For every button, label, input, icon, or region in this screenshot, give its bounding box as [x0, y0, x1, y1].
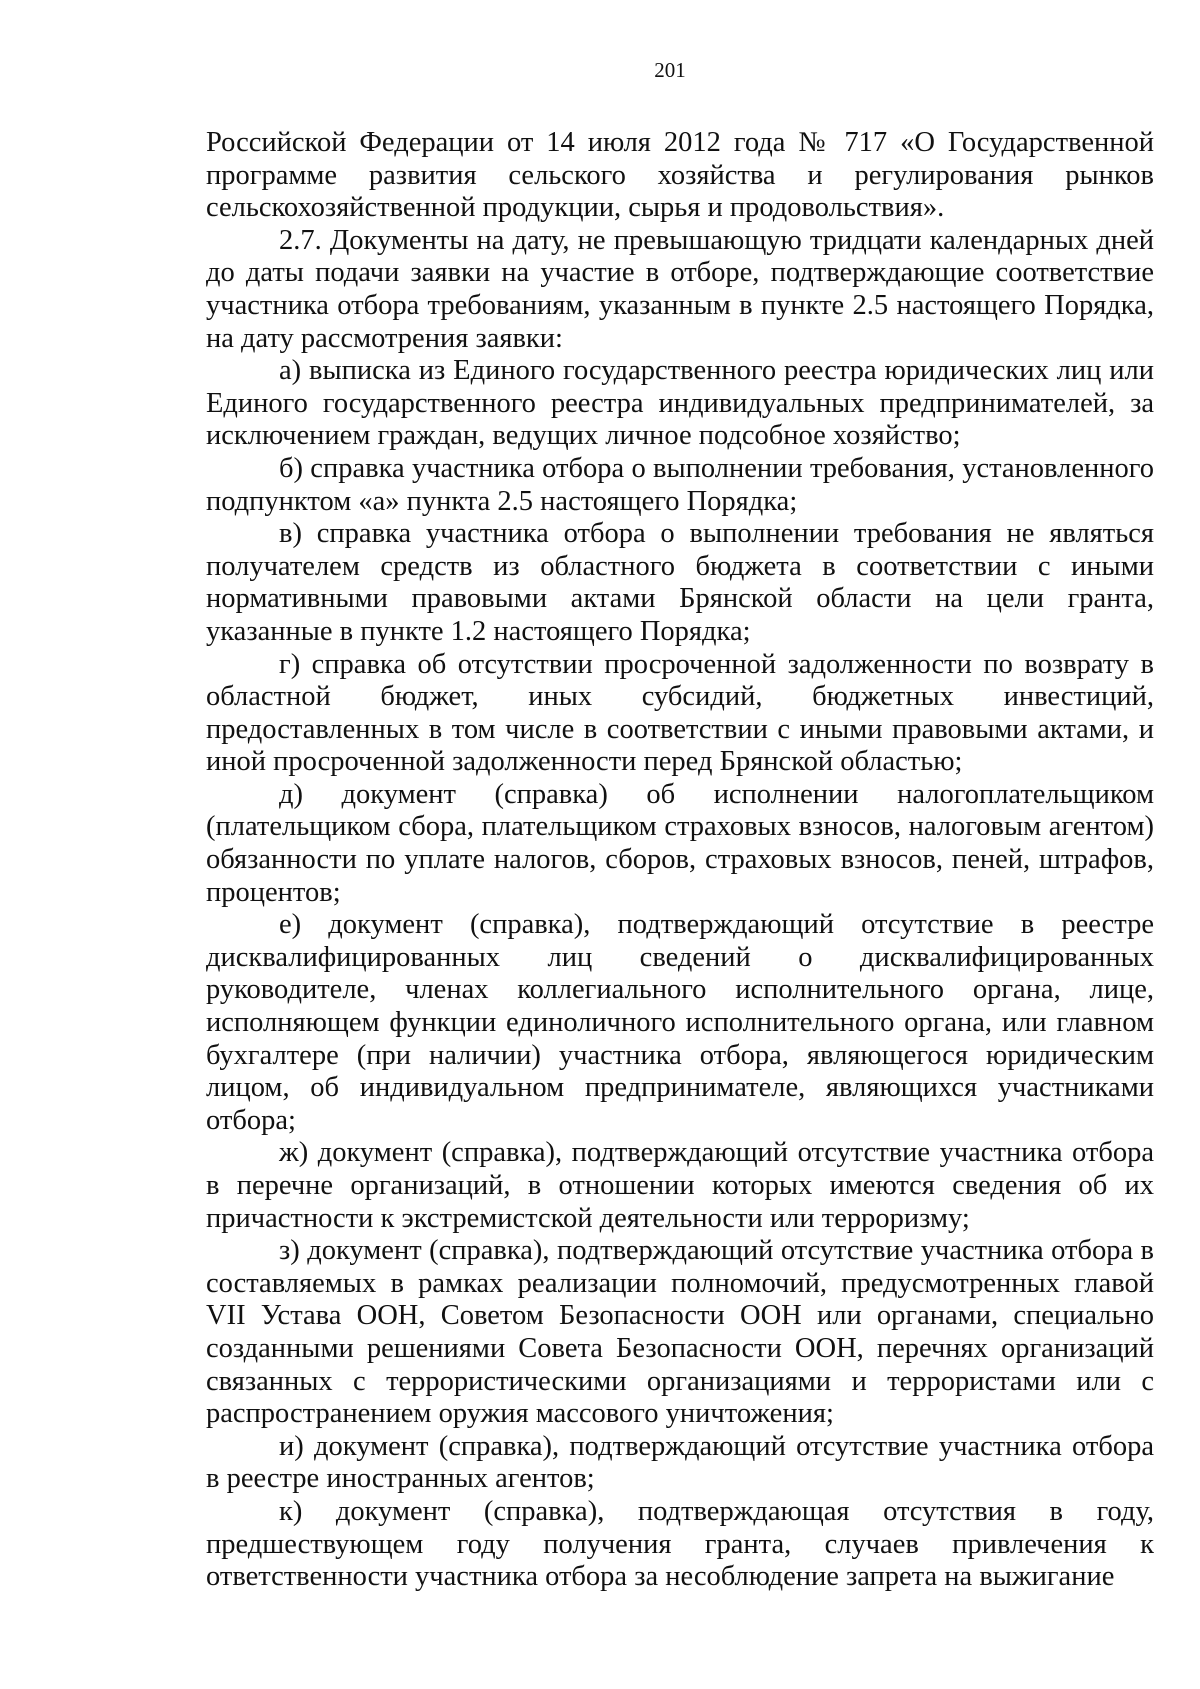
paragraph-2-7: 2.7. Документы на дату, не превышающую тридцати календарных дней до даты подачи заявки на участие в отборе, подтверждающие соответствие участника отбора требованиям, указанным в пункте 2.5 настоящего Порядка, на дату рассмотрения заявки: — [206, 224, 1154, 354]
paragraph-item-b: б) справка участника отбора о выполнении требования, установленного подпунктом «а» пункта 2.5 настоящего Порядка; — [206, 452, 1154, 517]
paragraph-item-zh: ж) документ (справка), подтверждающий отсутствие участника отбора в перечне организаций, в отношении которых имеются сведения об их причастности к экстремистской деятельности или терроризму; — [206, 1137, 1154, 1234]
paragraph-item-z: з) документ (справка), подтверждающий отсутствие участника отбора в составляемых в рамках реализации полномочий, предусмотренных главой VII Устава ООН, Советом Безопасности ООН или органами, специально созданными решениями Совета Безопасности ООН, перечнях организаций связанных с террористическими организациями и террористами или с распространением оружия массового уничтожения; — [206, 1235, 1154, 1430]
paragraph-item-e: е) документ (справка), подтверждающий отсутствие в реестре дисквалифицированных лиц сведений о дисквалифицированных руководителе, членах коллегиального исполнительного органа, лице, исполняющем функции единоличного исполнительного органа, или главном бухгалтере (при наличии) участника отбора, являющегося юридическим лицом, об индивидуальном предпринимателе, являющихся участниками отбора; — [206, 909, 1154, 1136]
document-body — [206, 127, 1154, 1594]
paragraph-item-k: к) документ (справка), подтверждающая отсутствия в году, предшествующем году получения гранта, случаев привлечения к ответственности участника отбора за несоблюдение запрета на выжигание — [206, 1495, 1154, 1593]
paragraph-item-d: д) документ (справка) об исполнении налогоплательщиком (плательщиком сбора, плательщиком страховых взносов, налоговым агентом) обязанности по уплате налогов, сборов, страховых взносов, пеней, штрафов, процентов; — [206, 778, 1154, 908]
paragraph-item-v: в) справка участника отбора о выполнении требования не являться получателем средств из областного бюджета в соответствии с иными нормативными правовыми актами Брянской области на цели гранта, указанные в пункте 1.2 настоящего Порядка; — [206, 518, 1154, 647]
paragraph-item-a: а) выписка из Единого государственного реестра юридических лиц или Единого государственного реестра индивидуальных предпринимателей, за исключением граждан, ведущих личное подсобное хозяйство; — [206, 355, 1154, 452]
paragraph-continuation: Российской Федерации от 14 июля 2012 года № 717 «О Государственной программе развития сельского хозяйства и регулирования рынков сельскохозяйственной продукции, сырья и продовольствия». — [206, 127, 1154, 224]
paragraph-item-i: и) документ (справка), подтверждающий отсутствие участника отбора в реестре иностранных агентов; — [206, 1430, 1154, 1495]
page-number: 201 — [654, 58, 686, 82]
paragraph-item-g: г) справка об отсутствии просроченной задолженности по возврату в областной бюджет, иных субсидий, бюджетных инвестиций, предоставленных в том числе в соответствии с иными правовыми актами, и иной просроченной задолженности перед Брянской областью; — [206, 648, 1154, 778]
